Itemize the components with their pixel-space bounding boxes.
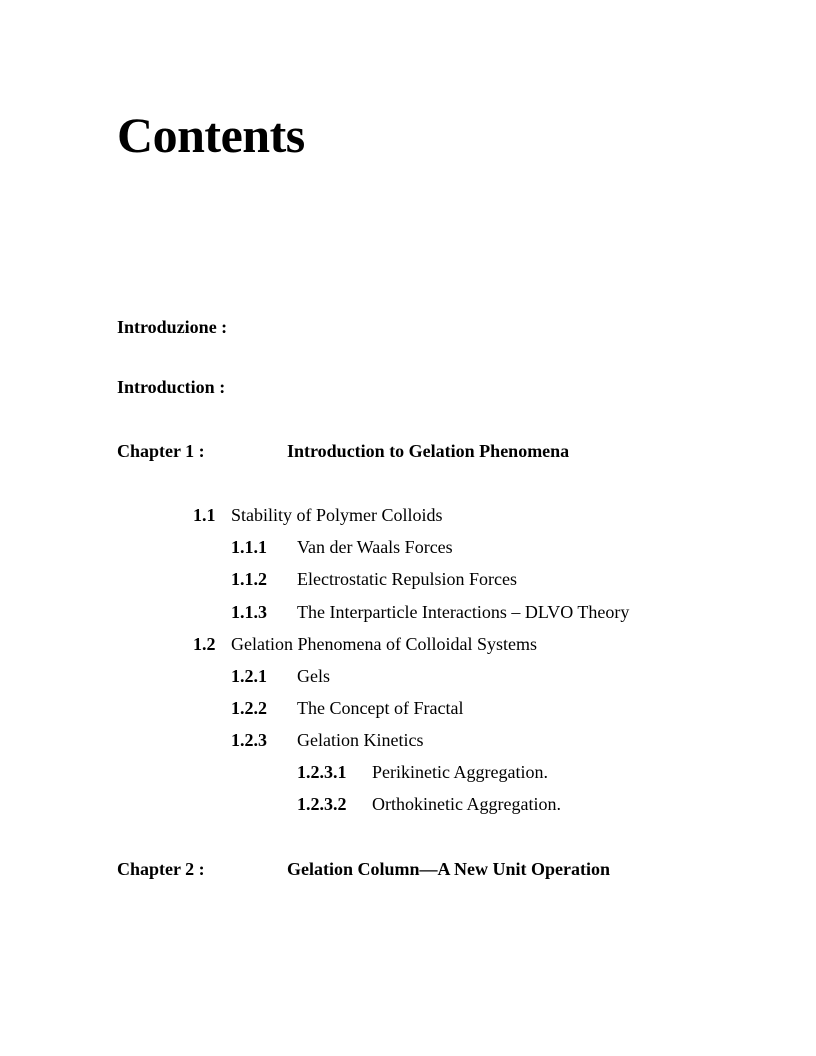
toc-section-1-1[interactable] <box>193 504 693 526</box>
subsection-number: 1.1.3 <box>231 602 267 622</box>
toc-subsection-1-2-2[interactable] <box>231 697 731 719</box>
section-title: Gelation Phenomena of Colloidal Systems <box>231 634 537 654</box>
chapter-title: Gelation Column—A New Unit Operation <box>287 859 611 879</box>
subsubsection-title: Perikinetic Aggregation. <box>372 762 548 782</box>
toc-chapter-1[interactable] <box>117 440 717 462</box>
chapter-label: Chapter 1 : <box>117 441 205 461</box>
toc-subsection-1-1-1[interactable] <box>231 536 731 558</box>
subsection-title: The Concept of Fractal <box>297 698 464 718</box>
subsection-title: Electrostatic Repulsion Forces <box>297 569 517 589</box>
toc-entry-label: Introduction : <box>117 377 226 397</box>
toc-subsection-1-2-3[interactable] <box>231 729 731 751</box>
toc-subsection-1-2-1[interactable] <box>231 665 731 687</box>
toc-subsection-1-1-3[interactable] <box>231 601 751 623</box>
subsubsection-number: 1.2.3.2 <box>297 794 347 814</box>
subsection-number: 1.2.3 <box>231 730 267 750</box>
section-title: Stability of Polymer Colloids <box>231 505 443 525</box>
subsection-title: Van der Waals Forces <box>297 537 453 557</box>
toc-subsubsection-1-2-3-1[interactable] <box>297 761 697 783</box>
section-number: 1.2 <box>193 634 216 654</box>
chapter-title: Introduction to Gelation Phenomena <box>287 441 570 461</box>
section-number: 1.1 <box>193 505 216 525</box>
subsection-title: Gelation Kinetics <box>297 730 424 750</box>
toc-chapter-2[interactable] <box>117 858 737 880</box>
toc-entry-introduction[interactable] <box>117 376 225 398</box>
subsection-number: 1.1.2 <box>231 569 267 589</box>
subsubsection-title: Orthokinetic Aggregation. <box>372 794 561 814</box>
toc-entry-introduzione[interactable] <box>117 316 227 338</box>
page-title: Contents <box>117 107 305 163</box>
subsection-number: 1.1.1 <box>231 537 267 557</box>
subsection-number: 1.2.2 <box>231 698 267 718</box>
subsection-title: The Interparticle Interactions – DLVO Theory <box>297 602 630 622</box>
subsection-title: Gels <box>297 666 330 686</box>
toc-subsection-1-1-2[interactable] <box>231 568 731 590</box>
toc-subsubsection-1-2-3-2[interactable] <box>297 793 697 815</box>
subsection-number: 1.2.1 <box>231 666 267 686</box>
chapter-label: Chapter 2 : <box>117 859 205 879</box>
subsubsection-number: 1.2.3.1 <box>297 762 347 782</box>
toc-section-1-2[interactable] <box>193 633 693 655</box>
toc-entry-label: Introduzione : <box>117 317 228 337</box>
